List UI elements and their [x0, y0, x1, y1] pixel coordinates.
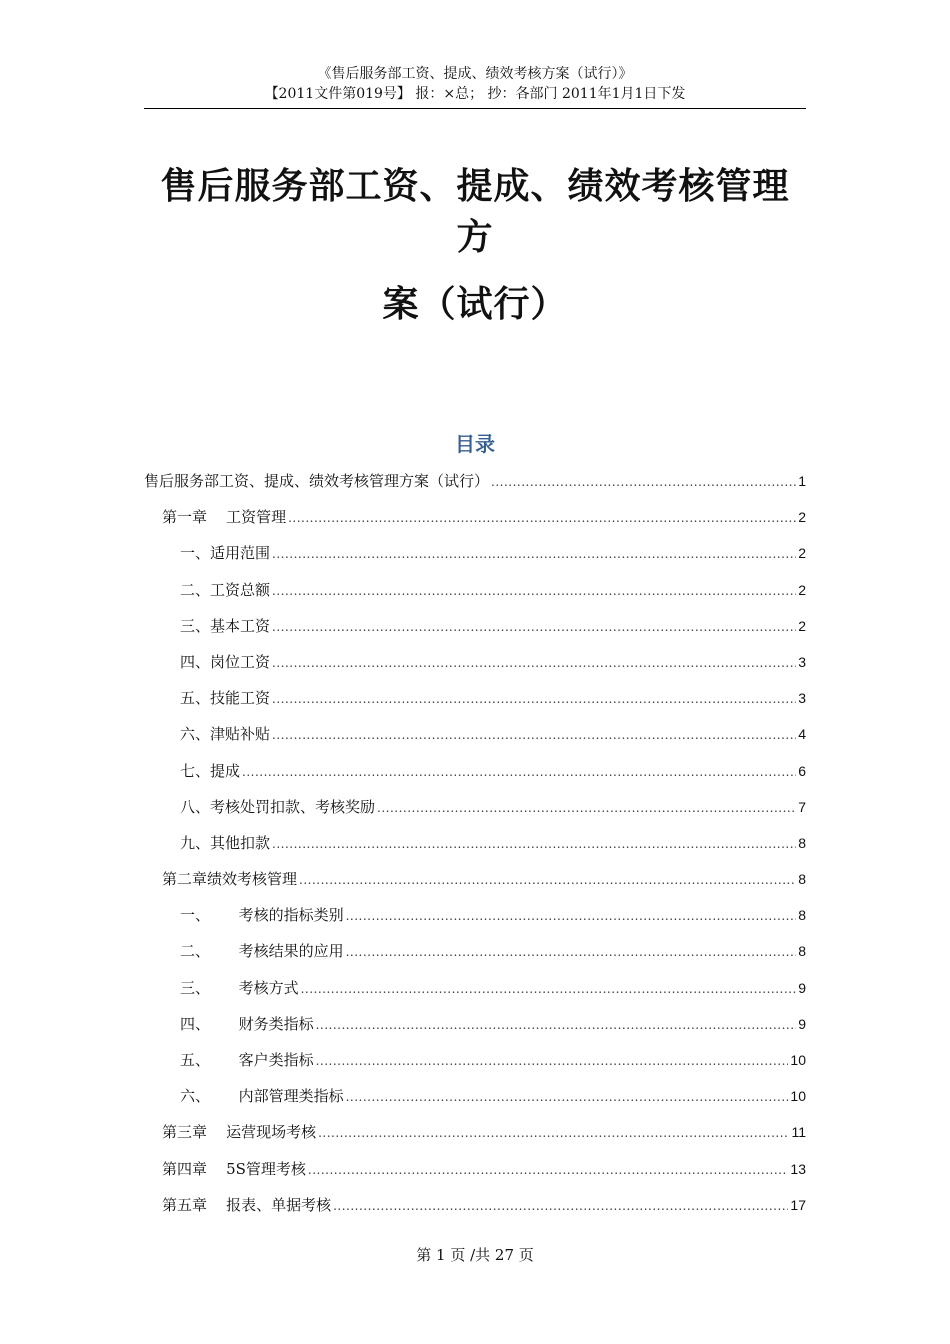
header-document-info: 【2011文件第019号】 报：×总； 抄：各部门 2011年1月1日下发 — [264, 86, 686, 102]
toc-entry[interactable] — [144, 687, 806, 723]
toc-entry-label: 售后服务部工资、提成、绩效考核管理方案（试行） — [144, 472, 490, 490]
toc-entry-label: 一、适用范围 — [180, 544, 271, 563]
toc-leader-dots — [333, 1199, 788, 1213]
toc-entry-label: 第二章绩效考核管理 — [162, 870, 298, 889]
toc-entry-label: 六、津贴补贴 — [180, 725, 271, 744]
toc-entry[interactable] — [144, 723, 806, 759]
document-title-line2: 案（试行） — [382, 283, 568, 325]
toc-entry-page: 10 — [790, 1052, 806, 1068]
toc-entry-page: 4 — [798, 726, 806, 743]
toc-entry[interactable] — [144, 940, 806, 976]
document-title-line1: 售后服务部工资、提成、绩效考核管理方 — [160, 165, 790, 258]
toc-entry-label: 五、技能工资 — [180, 689, 271, 708]
toc-entry[interactable] — [144, 506, 806, 542]
toc-leader-dots — [377, 801, 796, 815]
toc-leader-dots — [301, 982, 797, 996]
toc-leader-dots — [288, 511, 796, 525]
toc-entry-label: 六、 内部管理类指标 — [180, 1087, 344, 1106]
toc-entry-label: 第三章 运营现场考核 — [162, 1123, 317, 1142]
toc-leader-dots — [272, 547, 796, 561]
toc-entry-label: 第一章 工资管理 — [162, 508, 287, 527]
toc-entry-page: 13 — [790, 1160, 806, 1177]
toc-entry[interactable] — [144, 832, 806, 868]
toc-entry[interactable] — [144, 579, 806, 615]
toc-leader-dots — [299, 873, 796, 887]
toc-entry-label: 五、 客户类指标 — [180, 1051, 314, 1069]
toc-entry-page: 8 — [798, 871, 806, 888]
toc-entry[interactable] — [144, 651, 806, 687]
toc-entry-page: 9 — [798, 979, 806, 996]
toc-entry[interactable] — [144, 1194, 806, 1230]
toc-leader-dots — [318, 1126, 789, 1140]
toc-entry-page: 8 — [798, 907, 806, 924]
toc-leader-dots — [316, 1054, 789, 1068]
toc-entry[interactable] — [144, 542, 806, 578]
toc-entry-page: 2 — [798, 581, 806, 598]
toc-entry[interactable] — [144, 1121, 806, 1157]
toc-leader-dots — [272, 620, 796, 634]
toc-entry-label: 三、 考核方式 — [180, 978, 299, 997]
toc-leader-dots — [491, 475, 796, 489]
toc-leader-dots — [272, 584, 796, 598]
toc-entry-label: 四、岗位工资 — [180, 652, 271, 671]
toc-leader-dots — [272, 837, 796, 851]
toc-entry[interactable] — [144, 1158, 806, 1194]
toc-leader-dots — [346, 1090, 789, 1104]
toc-entry-page: 1 — [798, 473, 806, 489]
table-of-contents — [144, 470, 806, 1230]
toc-entry-label: 第五章 报表、单据考核 — [162, 1195, 332, 1214]
toc-entry-label: 九、其他扣款 — [180, 833, 271, 852]
toc-entry-page: 9 — [798, 1015, 806, 1032]
toc-entry-page: 2 — [798, 617, 806, 634]
toc-entry-page: 8 — [798, 943, 806, 960]
toc-entry[interactable] — [144, 1085, 806, 1121]
toc-entry-page: 3 — [798, 653, 806, 670]
toc-entry-label: 第四章 5S管理考核 — [162, 1159, 306, 1178]
header-divider — [144, 108, 806, 109]
toc-entry[interactable] — [144, 1013, 806, 1049]
toc-entry[interactable] — [144, 1049, 806, 1085]
toc-entry-page: 11 — [791, 1124, 806, 1141]
toc-entry-page: 10 — [790, 1088, 806, 1105]
toc-entry-label: 四、 财务类指标 — [180, 1014, 314, 1033]
toc-entry-page: 2 — [798, 545, 806, 562]
toc-leader-dots — [272, 692, 796, 706]
toc-entry[interactable] — [144, 868, 806, 904]
toc-entry-label: 七、提成 — [180, 761, 241, 780]
toc-entry-label: 二、工资总额 — [180, 580, 271, 599]
page-header — [144, 64, 806, 104]
toc-entry-page: 2 — [798, 509, 806, 526]
page-footer: 第 1 页 /共 27 页 — [416, 1246, 534, 1264]
toc-leader-dots — [308, 1163, 789, 1177]
toc-entry-page: 3 — [798, 690, 806, 707]
toc-leader-dots — [242, 765, 796, 779]
header-document-title: 《售后服务部工资、提成、绩效考核方案（试行）》 — [317, 66, 633, 82]
toc-leader-dots — [272, 656, 796, 670]
toc-entry-page: 8 — [798, 834, 806, 851]
toc-entry[interactable] — [144, 470, 806, 506]
toc-leader-dots — [346, 945, 797, 959]
toc-entry[interactable] — [144, 904, 806, 940]
toc-entry[interactable] — [144, 615, 806, 651]
toc-entry[interactable] — [144, 796, 806, 832]
toc-entry[interactable] — [144, 760, 806, 796]
toc-entry-label: 八、考核处罚扣款、考核奖励 — [180, 797, 376, 816]
toc-leader-dots — [316, 1018, 797, 1032]
toc-entry-label: 二、 考核结果的应用 — [180, 942, 344, 961]
toc-leader-dots — [346, 909, 797, 923]
toc-entry-label: 一、 考核的指标类别 — [180, 906, 344, 925]
toc-entry-page: 17 — [790, 1196, 806, 1213]
toc-heading: 目录 — [455, 432, 495, 456]
toc-entry-label: 三、基本工资 — [180, 616, 271, 635]
toc-entry-page: 7 — [798, 798, 806, 815]
toc-leader-dots — [272, 728, 796, 742]
toc-entry[interactable] — [144, 977, 806, 1013]
toc-entry-page: 6 — [798, 762, 806, 779]
